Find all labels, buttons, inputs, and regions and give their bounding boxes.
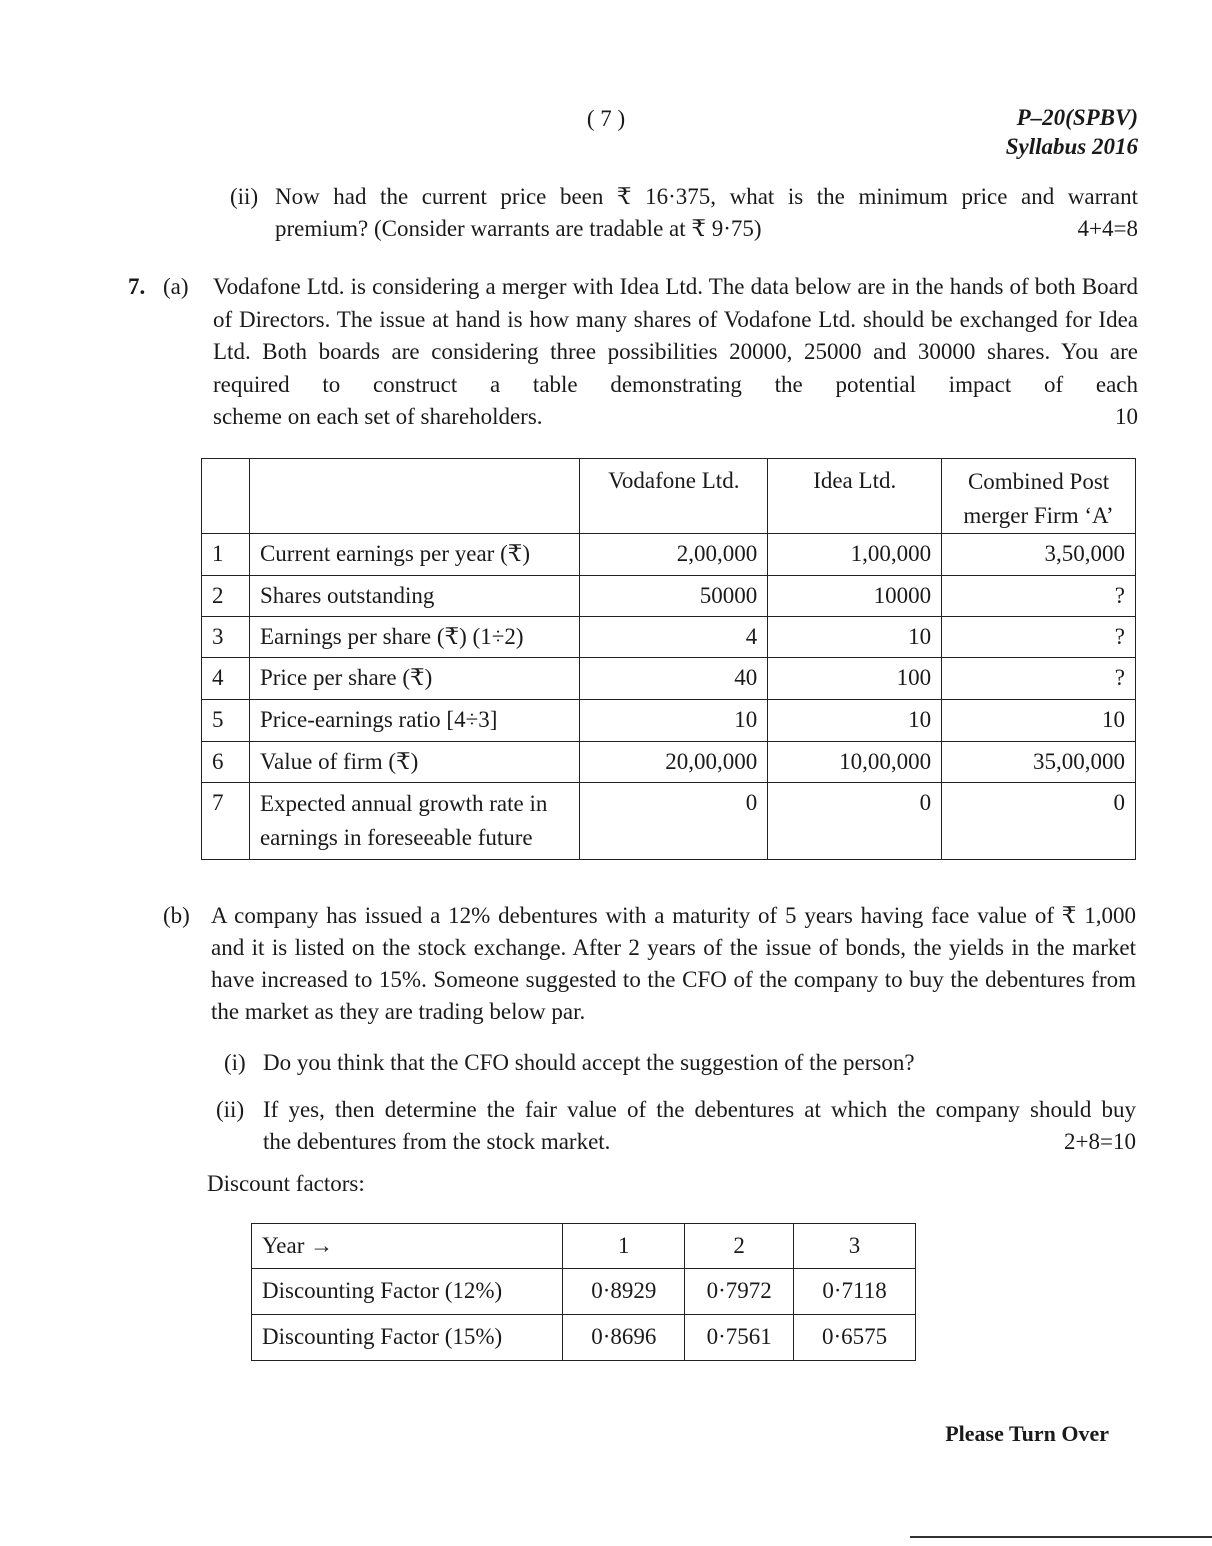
cell-vodafone: 10 bbox=[580, 700, 768, 742]
q7b-marks: 2+8=10 bbox=[1064, 1129, 1136, 1154]
q6-marks: 4+4=8 bbox=[1077, 216, 1138, 241]
cell-idea: 10 bbox=[768, 700, 942, 742]
row-label: Price per share (₹) bbox=[249, 658, 580, 700]
q7b-ii-line2-row bbox=[263, 1126, 1136, 1158]
cell-combined: 0 bbox=[942, 783, 1136, 860]
discount-table bbox=[251, 1223, 916, 1361]
q7a-text-block bbox=[213, 271, 1138, 434]
cell-idea: 100 bbox=[768, 658, 942, 700]
q6-ii-line2: premium? (Consider warrants are tradable at ₹ 9·75) bbox=[275, 216, 762, 241]
header-vodafone: Vodafone Ltd. bbox=[580, 459, 768, 534]
paper-code-block bbox=[1006, 103, 1138, 161]
cell-idea: 1,00,000 bbox=[768, 534, 942, 576]
cell-idea: 10000 bbox=[768, 576, 942, 617]
cell-vodafone: 50000 bbox=[580, 576, 768, 617]
q6-ii-label: (ii) bbox=[230, 184, 259, 209]
row-label: Shares outstanding bbox=[249, 576, 580, 617]
merger-table-header bbox=[202, 459, 1136, 534]
row-label: Current earnings per year (₹) bbox=[249, 534, 580, 576]
row-number: 7 bbox=[202, 783, 250, 860]
factor-cell: 0·8696 bbox=[563, 1315, 685, 1361]
row-label: Discounting Factor (12%) bbox=[252, 1269, 563, 1315]
merger-table bbox=[201, 458, 1136, 860]
cell-combined: 35,00,000 bbox=[942, 742, 1136, 783]
row-label: Expected annual growth rate in earnings in foreseeable future bbox=[249, 783, 580, 860]
discount-factors-label: Discount factors: bbox=[207, 1171, 365, 1196]
table-row bbox=[202, 576, 1136, 617]
row-number: 2 bbox=[202, 576, 250, 617]
row-label: Price-earnings ratio [4÷3] bbox=[249, 700, 580, 742]
q7a-last-row bbox=[213, 401, 1138, 434]
table-row bbox=[202, 700, 1136, 742]
table-row bbox=[202, 742, 1136, 783]
paper-code: P–20(SPBV) bbox=[1016, 105, 1138, 130]
table-row bbox=[252, 1224, 916, 1269]
please-turn-over: Please Turn Over bbox=[945, 1421, 1109, 1446]
q7b-ii-label: (ii) bbox=[216, 1097, 245, 1122]
year-header: Year → bbox=[252, 1224, 563, 1269]
header-cell-label bbox=[249, 459, 580, 534]
row-number: 6 bbox=[202, 742, 250, 783]
table-row bbox=[202, 783, 1136, 860]
cell-vodafone: 20,00,000 bbox=[580, 742, 768, 783]
row-label: Earnings per share (₹) (1÷2) bbox=[249, 617, 580, 658]
factor-cell: 0·8929 bbox=[563, 1269, 685, 1315]
cell-combined: 10 bbox=[942, 700, 1136, 742]
q7b-i-text: Do you think that the CFO should accept the suggestion of the person? bbox=[263, 1050, 915, 1075]
row-label: Value of firm (₹) bbox=[249, 742, 580, 783]
q7b-text: A company has issued a 12% debentures with a maturity of 5 years having face value of ₹ 1,000 and it is listed on the stock exchange. After 2 years of the issue of bonds, the yields in the market have increased to 15%. Someone suggested to the CFO of the company to buy the debentures from the market as they are trading below par. bbox=[211, 903, 1136, 1024]
q6-ii-line2-row bbox=[275, 213, 1138, 245]
syllabus-label: Syllabus 2016 bbox=[1005, 134, 1138, 159]
factor-cell: 0·6575 bbox=[794, 1315, 916, 1361]
table-row bbox=[202, 617, 1136, 658]
q7b-ii-line1: If yes, then determine the fair value of the debentures at which the company should buy bbox=[263, 1097, 1136, 1122]
row-number: 5 bbox=[202, 700, 250, 742]
q7a-marks: 10 bbox=[1115, 404, 1138, 429]
q7b-label: (b) bbox=[163, 903, 190, 928]
table-row bbox=[202, 534, 1136, 576]
bottom-edge-line bbox=[910, 1536, 1212, 1538]
table-row bbox=[252, 1269, 916, 1315]
cell-idea: 10 bbox=[768, 617, 942, 658]
header-idea: Idea Ltd. bbox=[768, 459, 942, 534]
cell-combined: ? bbox=[942, 617, 1136, 658]
factor-cell: 0·7972 bbox=[685, 1269, 794, 1315]
cell-combined: ? bbox=[942, 658, 1136, 700]
table-row bbox=[252, 1315, 916, 1361]
factor-cell: 0·7561 bbox=[685, 1315, 794, 1361]
row-label: Discounting Factor (15%) bbox=[252, 1315, 563, 1361]
cell-combined: 3,50,000 bbox=[942, 534, 1136, 576]
q6-ii-line1: Now had the current price been ₹ 16·375, what is the minimum price and warrant bbox=[275, 184, 1138, 209]
cell-vodafone: 0 bbox=[580, 783, 768, 860]
page-number: ( 7 ) bbox=[586, 106, 626, 131]
q7a-last-line: scheme on each set of shareholders. bbox=[213, 404, 543, 429]
row-number: 1 bbox=[202, 534, 250, 576]
q7b-ii-line2: the debentures from the stock market. bbox=[263, 1129, 611, 1154]
q6-ii-text bbox=[275, 181, 1138, 245]
row-number: 3 bbox=[202, 617, 250, 658]
cell-idea: 0 bbox=[768, 783, 942, 860]
cell-combined: ? bbox=[942, 576, 1136, 617]
cell-vodafone: 40 bbox=[580, 658, 768, 700]
factor-cell: 0·7118 bbox=[794, 1269, 916, 1315]
q7b-ii-block bbox=[263, 1094, 1136, 1158]
header-cell-no bbox=[202, 459, 250, 534]
row-number: 4 bbox=[202, 658, 250, 700]
q7a-label: (a) bbox=[163, 274, 189, 299]
table-row bbox=[202, 658, 1136, 700]
year-3: 3 bbox=[794, 1224, 916, 1269]
q7-number: 7. bbox=[128, 274, 146, 299]
cell-vodafone: 4 bbox=[580, 617, 768, 658]
cell-vodafone: 2,00,000 bbox=[580, 534, 768, 576]
year-1: 1 bbox=[563, 1224, 685, 1269]
q7a-text: Vodafone Ltd. is considering a merger with Idea Ltd. The data below are in the hands of both Board of Directors. The issue at hand is how many shares of Vodafone Ltd. should be exchanged for Idea Ltd. Both boards are considering three possibilities 20000, 25000 and 30000 shares. You are required to construct a table demonstrating the potential impact of each bbox=[213, 274, 1138, 397]
cell-idea: 10,00,000 bbox=[768, 742, 942, 783]
year-2: 2 bbox=[685, 1224, 794, 1269]
header-combined: Combined Post merger Firm ‘A’ bbox=[942, 459, 1136, 534]
q7b-i-label: (i) bbox=[224, 1050, 246, 1075]
